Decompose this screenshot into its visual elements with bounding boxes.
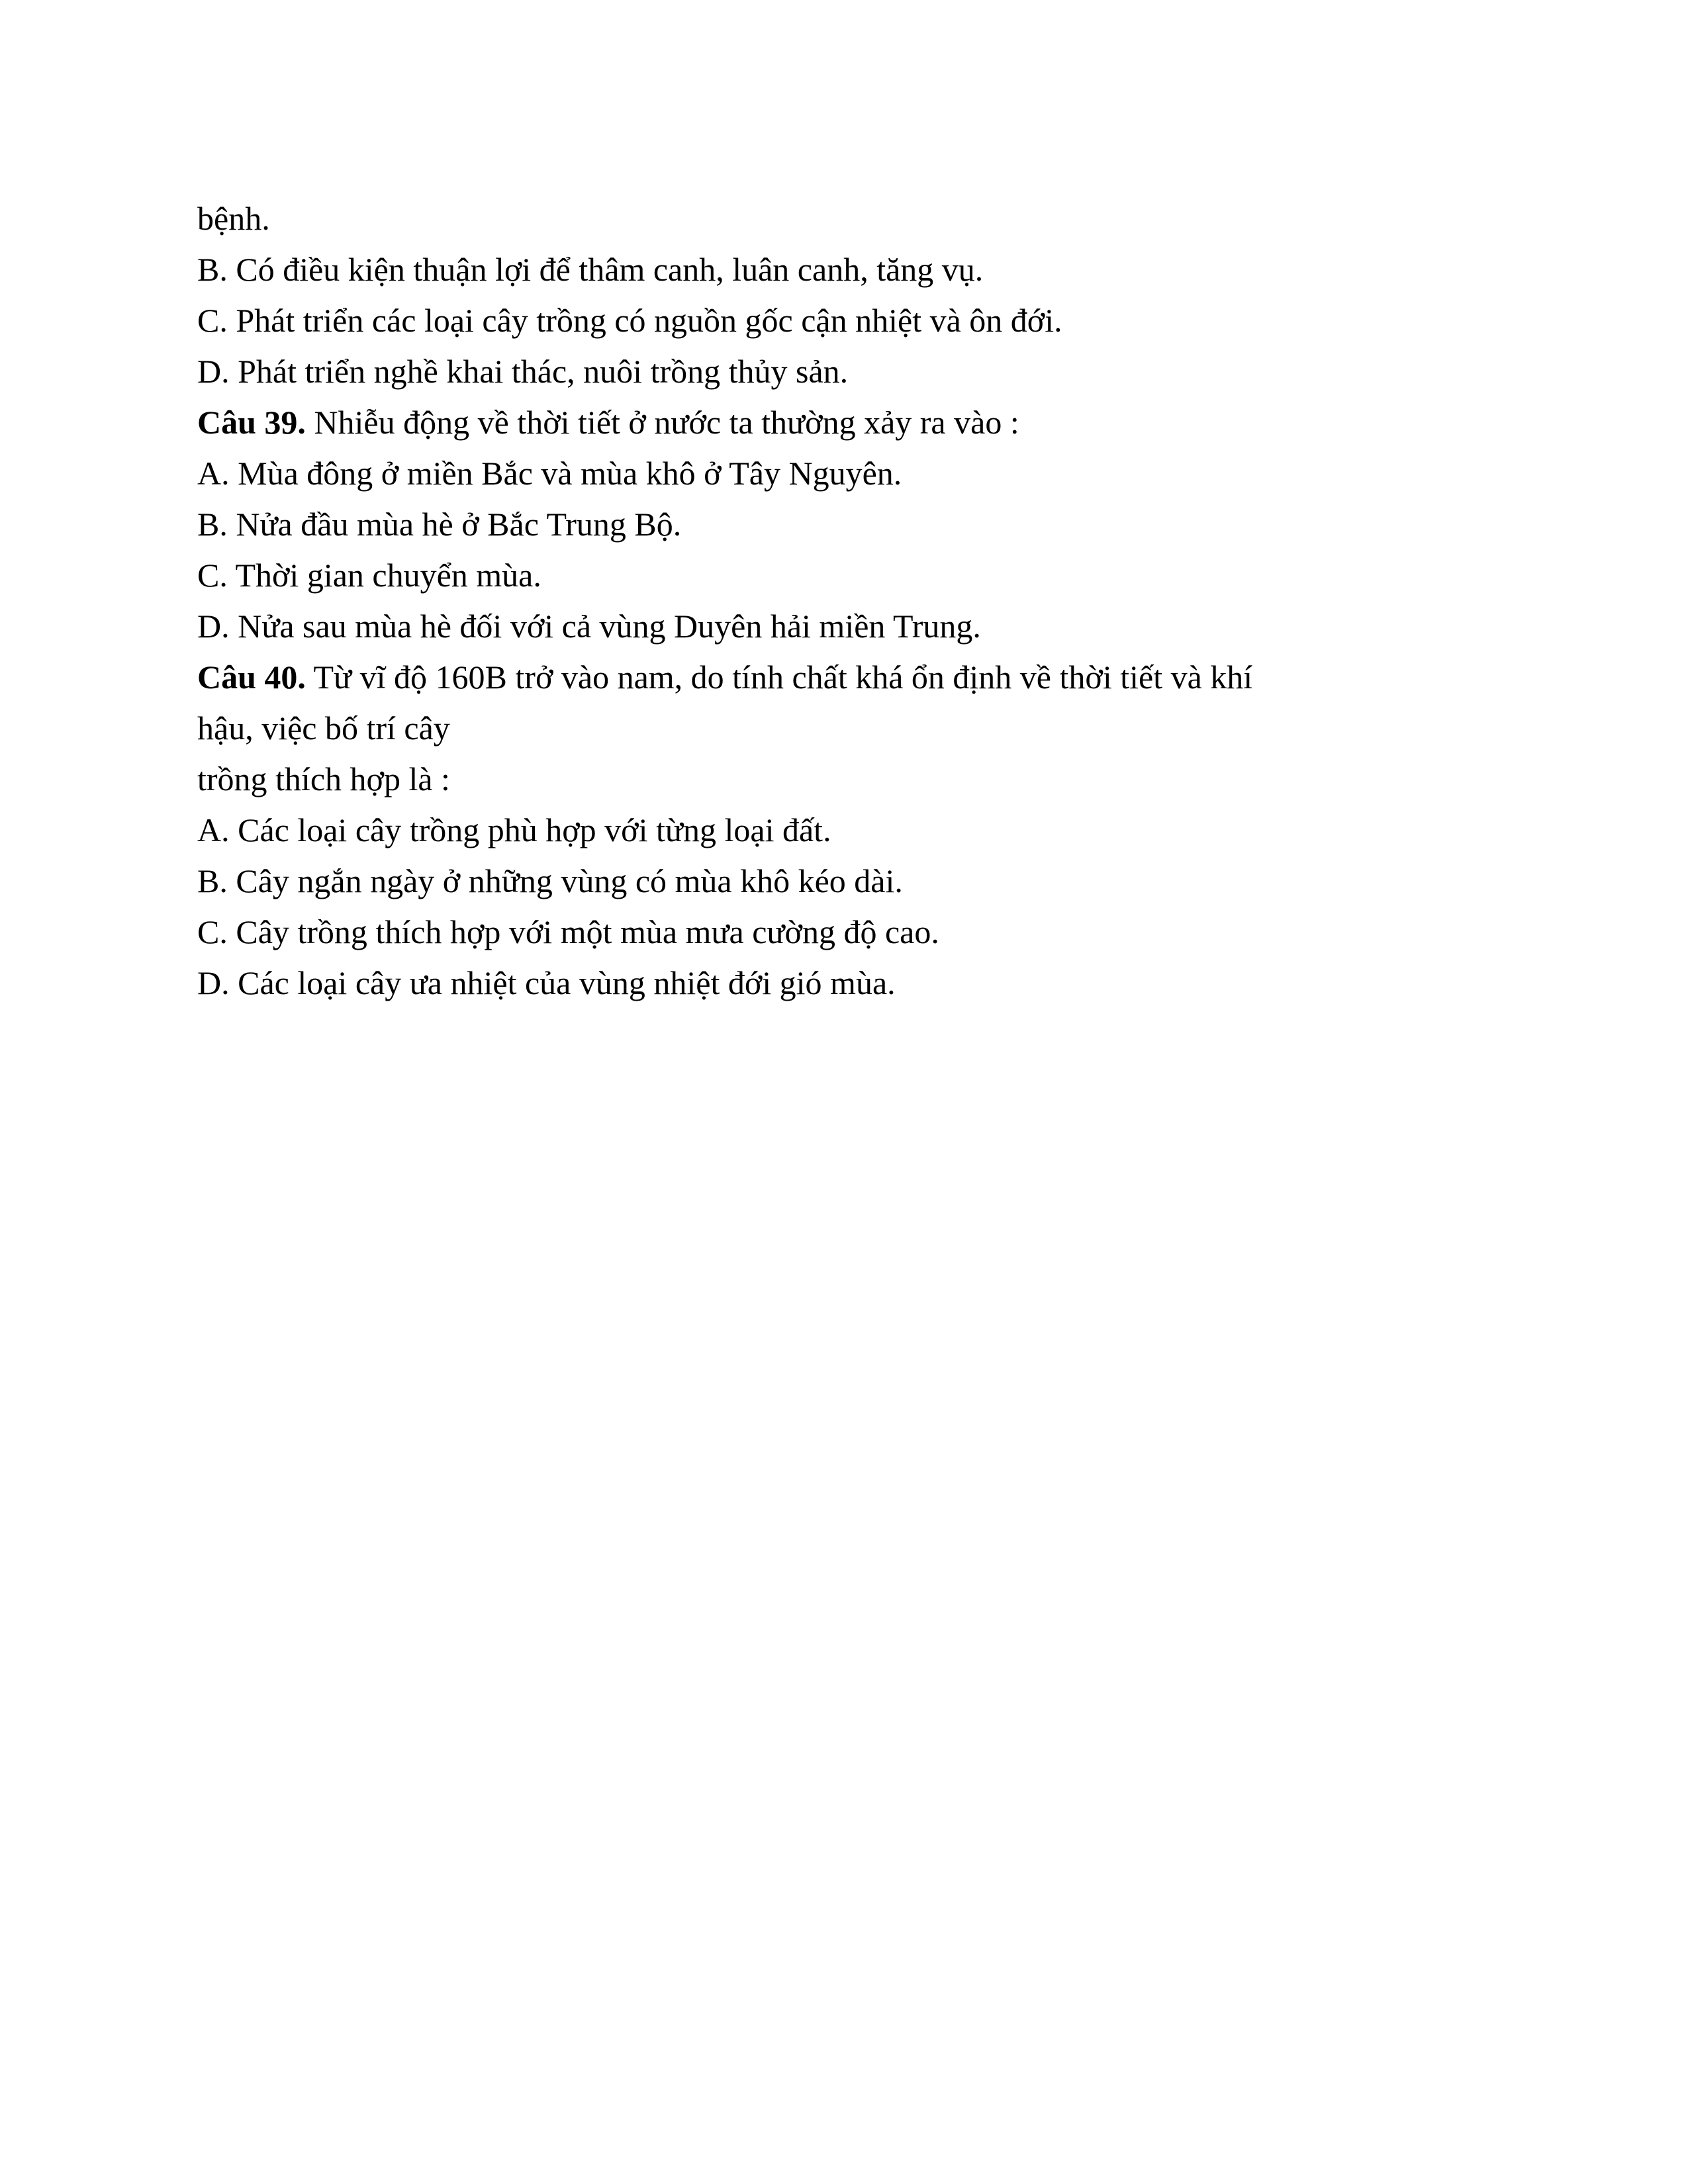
q38-option-c: C. Phát triển các loại cây trồng có nguồn gốc cận nhiệt và ôn đới. (197, 302, 1062, 339)
q39-option-b: B. Nửa đầu mùa hè ở Bắc Trung Bộ. (197, 506, 682, 543)
q38-option-b: B. Có điều kiện thuận lợi để thâm canh, luân canh, tăng vụ. (197, 251, 984, 288)
q40-option-b: B. Cây ngắn ngày ở những vùng có mùa khô kéo dài. (197, 862, 903, 899)
q39-option-c: C. Thời gian chuyển mùa. (197, 557, 541, 594)
q40-option-d: D. Các loại cây ưa nhiệt của vùng nhiệt đới gió mùa. (197, 964, 896, 1001)
q40-text-1: Từ vĩ độ 160B trở vào nam, do tính chất khá ổn định về thời tiết và khí (305, 659, 1253, 696)
q40-stem-line-2: hậu, việc bố trí cây (197, 709, 450, 747)
q38-option-d: D. Phát triển nghề khai thác, nuôi trồng thủy sản. (197, 353, 849, 390)
q39-option-a: A. Mùa đông ở miền Bắc và mùa khô ở Tây Nguyên. (197, 455, 902, 492)
q39-label: Câu 39. (197, 404, 306, 441)
continuation-text: bệnh. (197, 200, 270, 237)
q39-option-d: D. Nửa sau mùa hè đối với cả vùng Duyên hải miền Trung. (197, 608, 981, 645)
q39-text: Nhiễu động về thời tiết ở nước ta thường xảy ra vào : (305, 404, 1019, 441)
q40-stem-line-3: trồng thích hợp là : (197, 760, 450, 797)
q40-option-a: A. Các loại cây trồng phù hợp với từng loại đất. (197, 811, 831, 848)
q39-stem (197, 397, 1495, 448)
document-body (197, 193, 1495, 1009)
q40-label: Câu 40. (197, 659, 306, 696)
q40-option-c: C. Cây trồng thích hợp với một mùa mưa cường độ cao. (197, 913, 939, 950)
q40-stem-line-1 (197, 652, 1495, 703)
